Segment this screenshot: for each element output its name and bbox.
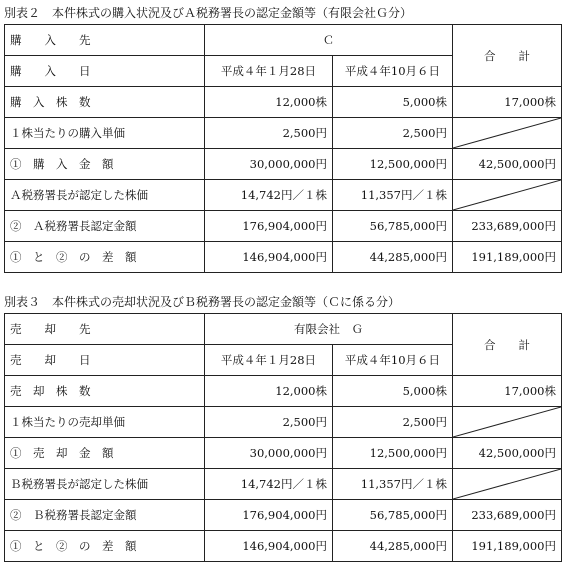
row-label: 購 入 株 数	[5, 87, 205, 118]
row-label: ① と ② の 差 額	[5, 531, 205, 562]
cell: 233,689,000円	[453, 211, 562, 242]
cell: 30,000,000円	[205, 149, 333, 180]
cell: 14,742円／１株	[205, 469, 333, 500]
row-label: １株当たりの購入単価	[5, 118, 205, 149]
row-label: ① 購 入 金 額	[5, 149, 205, 180]
table-row	[5, 438, 562, 469]
diagonal-cell	[453, 118, 562, 149]
cell: 2,500円	[205, 118, 333, 149]
row-label: 購 入 先	[5, 25, 205, 56]
table2	[4, 24, 562, 273]
cell: 平成４年１月28日	[205, 56, 333, 87]
cell: 30,000,000円	[205, 438, 333, 469]
table-row	[5, 87, 562, 118]
row-label: Ｂ税務署長が認定した株価	[5, 469, 205, 500]
diagonal-line	[453, 407, 561, 437]
cell: 233,689,000円	[453, 500, 562, 531]
row-label: ① 売 却 金 額	[5, 438, 205, 469]
table-row	[5, 118, 562, 149]
table-row	[5, 242, 562, 273]
cell: 14,742円／１株	[205, 180, 333, 211]
row-label: ① と ② の 差 額	[5, 242, 205, 273]
row-label: ② Ａ税務署長認定金額	[5, 211, 205, 242]
diagonal-line	[453, 180, 561, 210]
table-row	[5, 149, 562, 180]
table-row	[5, 180, 562, 211]
row-label: 売 却 株 数	[5, 376, 205, 407]
cell: 平成４年１月28日	[205, 345, 333, 376]
cell: 11,357円／１株	[333, 180, 453, 211]
row-label: 売 却 先	[5, 314, 205, 345]
cell: 17,000株	[453, 87, 562, 118]
cell: 2,500円	[333, 118, 453, 149]
diagonal-line	[453, 469, 561, 499]
diagonal-cell	[453, 407, 562, 438]
cell: 191,189,000円	[453, 531, 562, 562]
diagonal-cell	[453, 469, 562, 500]
cell: 42,500,000円	[453, 149, 562, 180]
cell: 191,189,000円	[453, 242, 562, 273]
cell: 平成４年10月６日	[333, 56, 453, 87]
cell: 12,500,000円	[333, 438, 453, 469]
diagonal-line	[453, 118, 561, 148]
total-header: 合 計	[453, 25, 562, 87]
cell: 12,000株	[205, 376, 333, 407]
table-row	[5, 469, 562, 500]
cell: 176,904,000円	[205, 500, 333, 531]
table-row	[5, 25, 562, 56]
company-header: Ｃ	[205, 25, 453, 56]
row-label: 売 却 日	[5, 345, 205, 376]
cell: 11,357円／１株	[333, 469, 453, 500]
table3-title: 別表３ 本件株式の売却状況及びＢ税務署長の認定金額等（Ｃに係る分）	[4, 295, 401, 309]
cell: 44,285,000円	[333, 531, 453, 562]
cell: 平成４年10月６日	[333, 345, 453, 376]
cell: 5,000株	[333, 87, 453, 118]
cell: 5,000株	[333, 376, 453, 407]
company-header: 有限会社 Ｇ	[205, 314, 453, 345]
row-label: ② Ｂ税務署長認定金額	[5, 500, 205, 531]
cell: 2,500円	[333, 407, 453, 438]
cell: 56,785,000円	[333, 500, 453, 531]
cell: 146,904,000円	[205, 531, 333, 562]
table2-title: 別表２ 本件株式の購入状況及びＡ税務署長の認定金額等（有限会社Ｇ分）	[4, 6, 413, 20]
cell: 17,000株	[453, 376, 562, 407]
cell: 146,904,000円	[205, 242, 333, 273]
cell: 42,500,000円	[453, 438, 562, 469]
table-row	[5, 500, 562, 531]
cell: 12,500,000円	[333, 149, 453, 180]
cell: 2,500円	[205, 407, 333, 438]
table3	[4, 313, 562, 562]
total-header: 合 計	[453, 314, 562, 376]
table-row	[5, 314, 562, 345]
cell: 176,904,000円	[205, 211, 333, 242]
cell: 56,785,000円	[333, 211, 453, 242]
diagonal-cell	[453, 180, 562, 211]
table-row	[5, 376, 562, 407]
cell: 44,285,000円	[333, 242, 453, 273]
table-row	[5, 211, 562, 242]
table-row	[5, 531, 562, 562]
table-row	[5, 407, 562, 438]
row-label: 購 入 日	[5, 56, 205, 87]
row-label: Ａ税務署長が認定した株価	[5, 180, 205, 211]
row-label: １株当たりの売却単価	[5, 407, 205, 438]
cell: 12,000株	[205, 87, 333, 118]
